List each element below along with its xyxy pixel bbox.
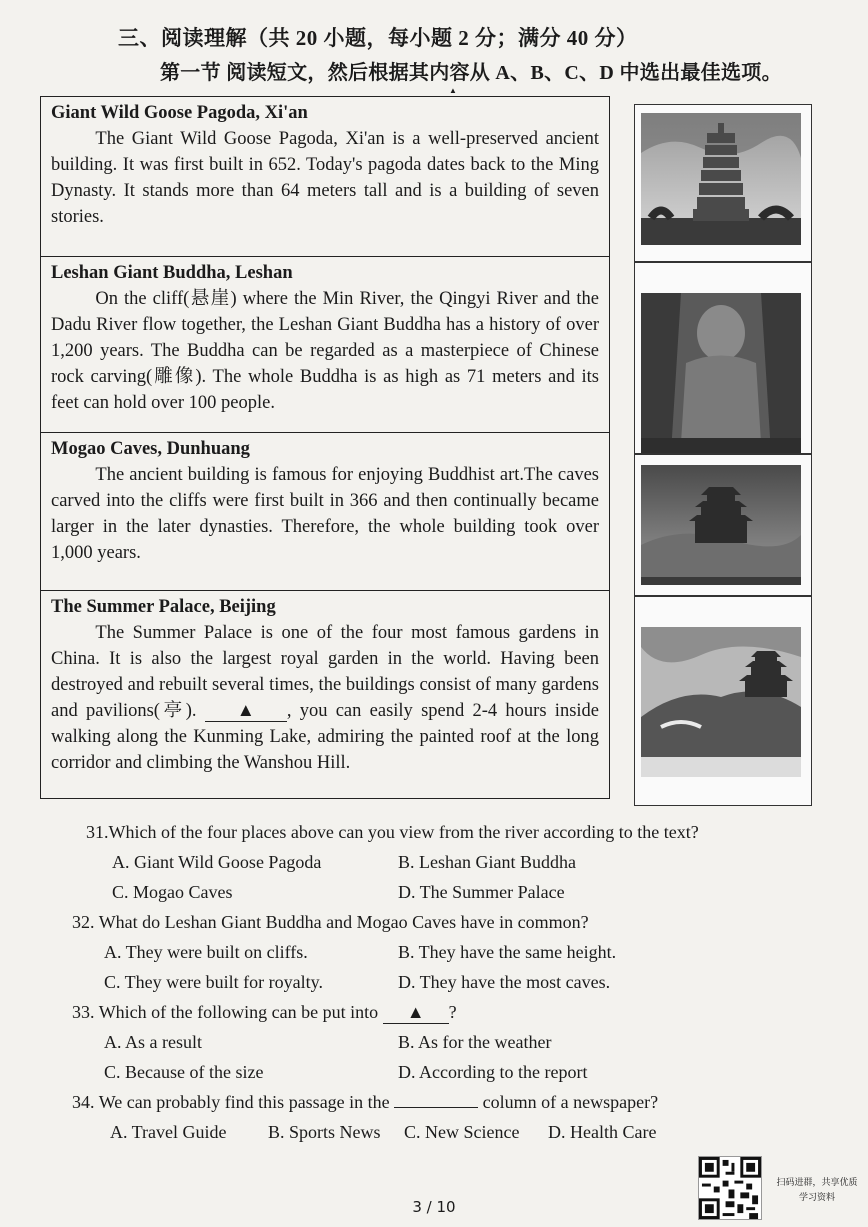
question-stem-end: ? — [448, 1002, 457, 1022]
question-31 — [86, 822, 699, 843]
qr-note-line1: 扫码进群，共享优质 — [776, 1178, 858, 1188]
qr-note-line2: 学习资料 — [798, 1193, 835, 1203]
question-stem: What do Leshan Giant Buddha and Mogao Caves have in common? — [98, 912, 589, 932]
option-32-c[interactable]: C. They were built for royalty. — [104, 972, 323, 992]
section-subtitle: 第一节 阅读短文，然后根据其内容从 A、B、C、D 中选出最佳选项。 — [160, 62, 782, 84]
option-31-c[interactable]: C. Mogao Caves — [112, 882, 233, 902]
option-34-b[interactable]: B. Sports News — [268, 1122, 381, 1142]
passage-text-part1: The Summer Palace is one of the four most famous gardens in China. It is also the largest royal garden in the world. Having been destroyed and rebuilt several times, the buildings consist of many gardens and pavilions(亭). — [51, 623, 599, 721]
option-33-b[interactable]: B. As for the weather — [398, 1032, 552, 1052]
passage-title: Leshan Giant Buddha, Leshan — [51, 263, 293, 283]
option-33-d[interactable]: D. According to the report — [398, 1062, 588, 1082]
question-number: 34. — [72, 1092, 95, 1112]
question-number: 31. — [86, 822, 109, 842]
option-34-c[interactable]: C. New Science — [404, 1122, 520, 1142]
question-stem-end: column of a newspaper? — [482, 1092, 659, 1112]
passage-text-part2: , you can easily spend 2-4 hours inside walking along the Kunming Lake, admiring the painted roof at the long corridor and climbing the Wanshou Hill. — [51, 701, 599, 773]
question-stem: Which of the four places above can you view from the river according to the text? — [108, 822, 699, 842]
option-34-d[interactable]: D. Health Care — [548, 1122, 657, 1142]
photo-frame-mogao — [634, 454, 812, 596]
option-34-a[interactable]: A. Travel Guide — [110, 1122, 227, 1142]
option-31-d[interactable]: D. The Summer Palace — [398, 882, 565, 902]
passage-text: On the cliff(悬崖) where the Min River, the Qingyi River and the Dadu River flow together, the Leshan Giant Buddha has a history of over 1,200 years. The Buddha can be regarded as a masterpiece of Chinese rock carving(雕像). The whole Buddha is as high as 71 meters and its feet can hold over 100 people. — [51, 289, 599, 413]
question-number: 33. — [72, 1002, 95, 1022]
passage-table — [40, 96, 610, 799]
buddha-photo — [641, 293, 801, 453]
passage-giant-wild-goose-pagoda — [41, 97, 609, 257]
pagoda-photo — [641, 113, 801, 245]
passage-title: The Summer Palace, Beijing — [51, 597, 276, 617]
photo-frame-pagoda — [634, 104, 812, 262]
option-31-a[interactable]: A. Giant Wild Goose Pagoda — [112, 852, 322, 872]
question-number: 32. — [72, 912, 95, 932]
photo-frame-buddha — [634, 262, 812, 454]
option-31-b[interactable]: B. Leshan Giant Buddha — [398, 852, 576, 872]
photo-frame-summer-palace — [634, 596, 812, 806]
page-number: 3 / 10 — [412, 1198, 456, 1216]
passage-text — [51, 620, 599, 776]
passage-title: Giant Wild Goose Pagoda, Xi'an — [51, 103, 308, 123]
option-32-a[interactable]: A. They were built on cliffs. — [104, 942, 308, 962]
passage-leshan-giant-buddha — [41, 257, 609, 433]
question-34 — [72, 1092, 658, 1113]
passage-text: The ancient building is famous for enjoying Buddhist art.The caves carved into the cliffs were first built in 366 and then continually became larger in the later dynasties. Therefore, the whole building took over 1,000 years. — [51, 465, 599, 563]
fill-blank-mark: ▲ — [205, 701, 287, 722]
answer-blank-line[interactable] — [394, 1107, 478, 1108]
top-triangle-mark: ▲ — [449, 86, 457, 95]
option-32-d[interactable]: D. They have the most caves. — [398, 972, 611, 992]
question-stem: We can probably find this passage in the — [98, 1092, 390, 1112]
mogao-caves-photo — [641, 465, 801, 585]
passage-title: Mogao Caves, Dunhuang — [51, 439, 250, 459]
passage-summer-palace — [41, 591, 609, 798]
passage-text: The Giant Wild Goose Pagoda, Xi'an is a well-preserved ancient building. It was first built in 652. Today's pagoda dates back to the Ming Dynasty. It stands more than 64 meters tall and is a building of seven stories. — [51, 129, 599, 227]
option-32-b[interactable]: B. They have the same height. — [398, 942, 617, 962]
question-32 — [72, 912, 589, 933]
fill-blank-mark: ▲ — [383, 1002, 449, 1024]
summer-palace-photo — [641, 627, 801, 777]
option-33-c[interactable]: C. Because of the size — [104, 1062, 264, 1082]
question-33 — [72, 1002, 457, 1024]
option-33-a[interactable]: A. As a result — [104, 1032, 202, 1052]
passage-mogao-caves — [41, 433, 609, 591]
section-title: 三、阅读理解（共 20 小题，每小题 2 分；满分 40 分） — [118, 26, 638, 50]
question-stem: Which of the following can be put into — [98, 1002, 379, 1022]
